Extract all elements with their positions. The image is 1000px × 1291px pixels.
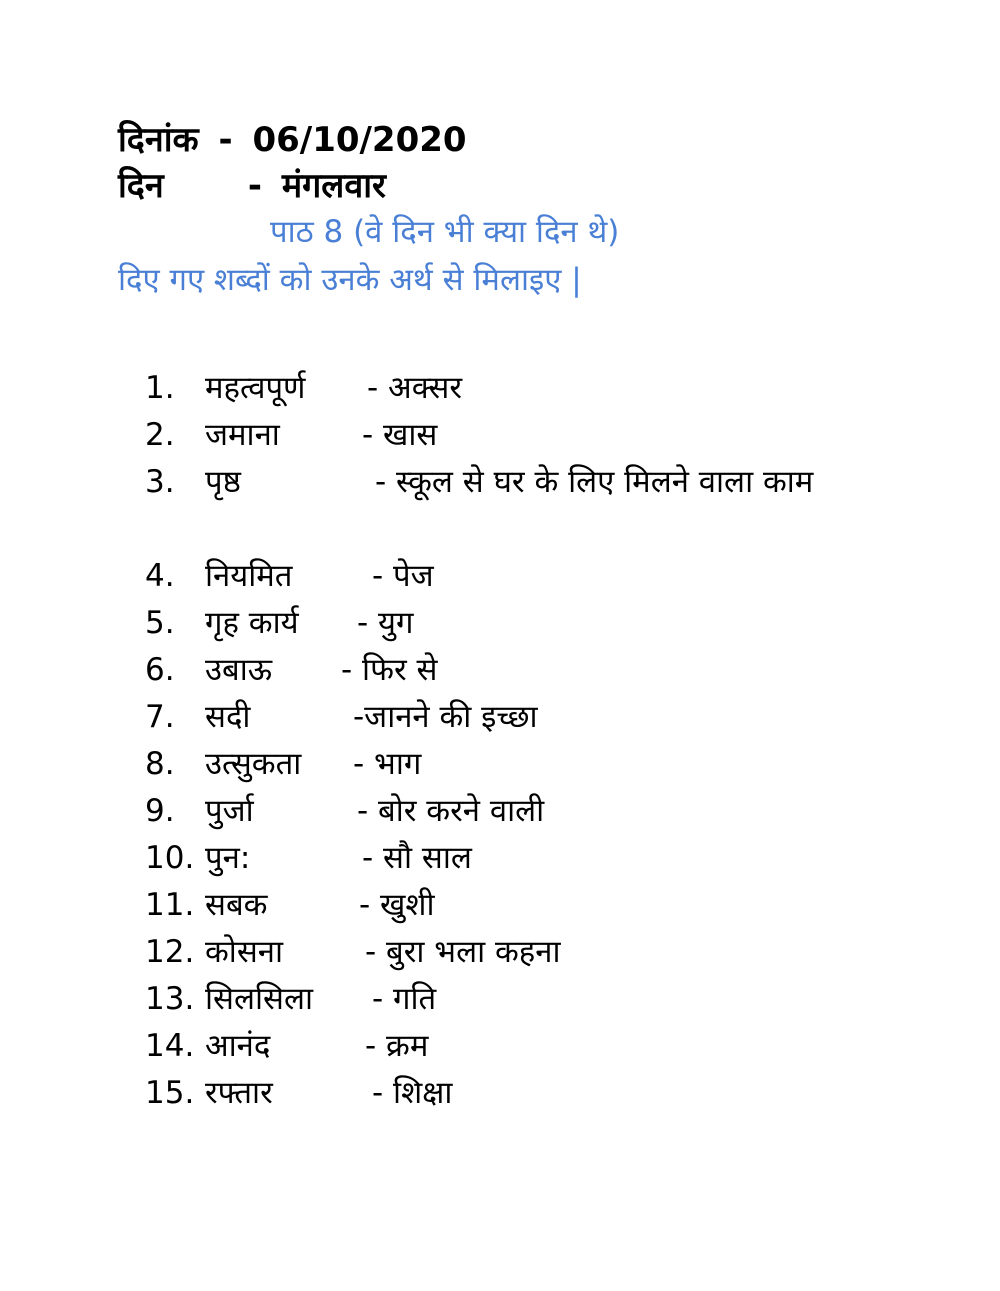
item-number: 11. bbox=[145, 887, 195, 923]
item-number: 8. bbox=[145, 746, 175, 782]
item-word: उत्सुकता bbox=[205, 746, 302, 782]
item-meaning: - बोर करने वाली bbox=[357, 793, 545, 829]
item-number: 4. bbox=[145, 558, 175, 594]
item-word: महत्वपूर्ण bbox=[205, 370, 306, 406]
item-word: पुर्जा bbox=[205, 793, 254, 829]
item-number: 7. bbox=[145, 699, 175, 735]
list-item bbox=[145, 694, 945, 741]
day-label: दिन bbox=[118, 166, 164, 206]
item-number: 14. bbox=[145, 1028, 195, 1064]
item-number: 9. bbox=[145, 793, 175, 829]
list-item bbox=[145, 976, 945, 1023]
item-word: सदी bbox=[205, 699, 251, 735]
item-meaning: - क्रम bbox=[365, 1028, 429, 1064]
item-word: पृष्ठ bbox=[205, 464, 241, 500]
item-number: 13. bbox=[145, 981, 195, 1017]
item-meaning: - बुरा भला कहना bbox=[365, 934, 561, 970]
item-word: कोसना bbox=[205, 934, 284, 970]
item-number: 15. bbox=[145, 1075, 195, 1111]
item-meaning: - युग bbox=[357, 605, 414, 641]
item-number: 10. bbox=[145, 840, 195, 876]
list-item bbox=[145, 1070, 945, 1117]
item-meaning: - शिक्षा bbox=[372, 1075, 453, 1111]
item-meaning: - खास bbox=[362, 417, 438, 453]
day-value: मंगलवार bbox=[281, 166, 386, 206]
item-word: जमाना bbox=[205, 417, 280, 453]
lesson-title: पाठ 8 (वे दिन भी क्या दिन थे) bbox=[270, 214, 620, 250]
item-word: सबक bbox=[205, 887, 268, 923]
item-number: 12. bbox=[145, 934, 195, 970]
item-word: आनंद bbox=[205, 1028, 271, 1064]
item-word: रफ्तार bbox=[205, 1075, 273, 1111]
list-item bbox=[145, 929, 945, 976]
instruction-text: दिए गए शब्दों को उनके अर्थ से मिलाइए | bbox=[118, 262, 582, 298]
item-meaning: - फिर से bbox=[341, 652, 438, 688]
day-separator: - bbox=[247, 166, 262, 206]
list-item bbox=[145, 365, 945, 412]
list-item bbox=[145, 412, 945, 459]
item-meaning: -जानने की इच्छा bbox=[353, 699, 538, 735]
list-item bbox=[145, 741, 945, 788]
date-value: 06/10/2020 bbox=[252, 120, 467, 160]
item-meaning: - खुशी bbox=[359, 887, 435, 923]
item-meaning: - स्कूल से घर के लिए मिलने वाला काम bbox=[375, 464, 814, 500]
date-label: दिनांक bbox=[118, 120, 199, 160]
list-item bbox=[145, 788, 945, 835]
list-item bbox=[145, 882, 945, 929]
item-number: 2. bbox=[145, 417, 175, 453]
item-number: 5. bbox=[145, 605, 175, 641]
word-match-list bbox=[145, 365, 945, 1117]
list-item bbox=[145, 835, 945, 882]
item-number: 1. bbox=[145, 370, 175, 406]
item-meaning: - अक्सर bbox=[367, 370, 463, 406]
day-line bbox=[118, 164, 386, 208]
item-word: नियमित bbox=[205, 558, 293, 594]
date-separator: - bbox=[218, 120, 233, 160]
item-word: गृह कार्य bbox=[205, 605, 299, 641]
item-number: 6. bbox=[145, 652, 175, 688]
list-item bbox=[145, 647, 945, 694]
list-item bbox=[145, 459, 945, 553]
list-item bbox=[145, 553, 945, 600]
list-item bbox=[145, 600, 945, 647]
date-line bbox=[118, 118, 467, 162]
item-meaning: - भाग bbox=[353, 746, 422, 782]
item-word: पुन: bbox=[205, 840, 251, 876]
item-word: उबाऊ bbox=[205, 652, 273, 688]
item-number: 3. bbox=[145, 464, 175, 500]
item-meaning: - गति bbox=[372, 981, 437, 1017]
item-meaning: - पेज bbox=[372, 558, 434, 594]
item-meaning: - सौ साल bbox=[362, 840, 472, 876]
item-word: सिलसिला bbox=[205, 981, 314, 1017]
list-item bbox=[145, 1023, 945, 1070]
